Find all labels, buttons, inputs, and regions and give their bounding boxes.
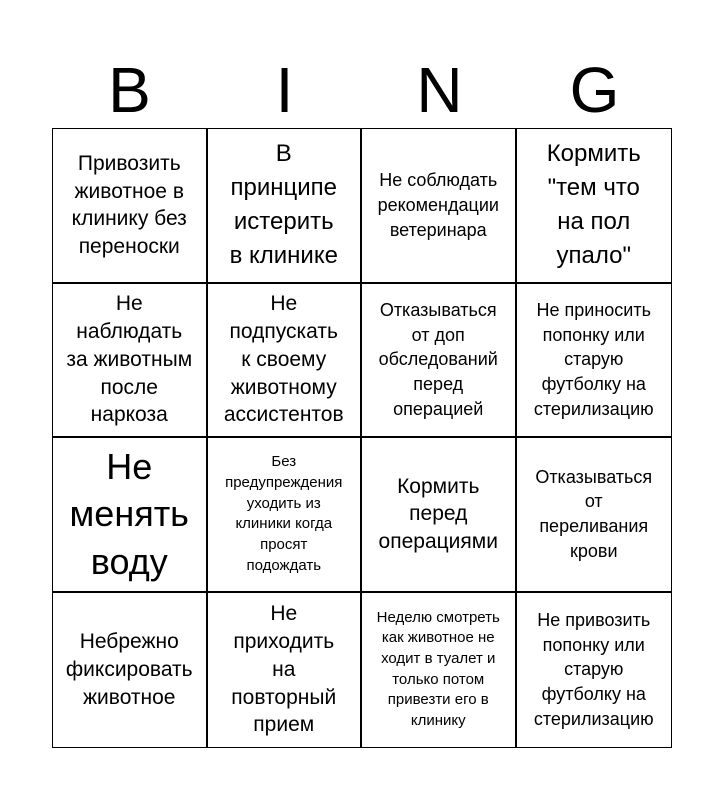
- cell-text: Не приносить попонку или старую футболку на стерилизацию: [533, 299, 654, 419]
- bingo-cell-r4c4[interactable]: [517, 593, 672, 748]
- bingo-cell-r4c1[interactable]: [53, 593, 208, 748]
- bingo-cell-r2c2[interactable]: [208, 284, 363, 439]
- cell-text: Не подпускать к своему животному ассистентов: [223, 292, 344, 427]
- bingo-header: [52, 52, 672, 128]
- bingo-cell-r2c3[interactable]: [362, 284, 517, 439]
- cell-text: Неделю смотреть как животное не ходит в туалет и только потом привезти его в клинику: [376, 608, 500, 730]
- bingo-cell-r1c4[interactable]: [517, 129, 672, 284]
- bingo-cell-r2c4[interactable]: [517, 284, 672, 439]
- cell-text: Привозить животное в клинику без переноски: [71, 151, 187, 258]
- bingo-cell-r3c4[interactable]: [517, 438, 672, 593]
- cell-text: В принципе истерить в клинике: [229, 140, 338, 270]
- bingo-board: [52, 128, 672, 748]
- bingo-cell-r2c1[interactable]: [53, 284, 208, 439]
- cell-text: Не привозить попонку или старую футболку на стерилизацию: [533, 609, 654, 729]
- bingo-cell-r4c3[interactable]: [362, 593, 517, 748]
- header-letter-i: I: [275, 54, 294, 126]
- bingo-cell-r4c2[interactable]: [208, 593, 363, 748]
- cell-text: Не наблюдать за животным после наркоза: [66, 292, 193, 427]
- cell-text: Не приходить на повторный прием: [231, 602, 337, 737]
- cell-text: Небрежно фиксировать животное: [65, 630, 193, 709]
- header-letter-b: B: [108, 54, 151, 126]
- bingo-cell-r1c2[interactable]: [208, 129, 363, 284]
- cell-text: Кормить перед операциями: [378, 474, 498, 554]
- cell-text: Не соблюдать рекомендации ветеринара: [377, 170, 499, 240]
- cell-text: Кормить "тем что на пол упало": [546, 140, 641, 270]
- bingo-cell-r3c2[interactable]: [208, 438, 363, 593]
- cell-text: Отказываться от доп обследований перед операцией: [378, 299, 498, 419]
- bingo-cell-r1c1[interactable]: [53, 129, 208, 284]
- bingo-cell-r3c1[interactable]: [53, 438, 208, 593]
- header-letter-g: G: [569, 54, 620, 126]
- header-letter-n: N: [416, 54, 463, 126]
- cell-text: Не менять воду: [69, 445, 189, 582]
- bingo-cell-r3c3[interactable]: [362, 438, 517, 593]
- bingo-cell-r1c3[interactable]: [362, 129, 517, 284]
- cell-text: Отказываться от переливания крови: [535, 466, 653, 562]
- cell-text: Без предупреждения уходить из клиники когда просят подождать: [225, 453, 343, 574]
